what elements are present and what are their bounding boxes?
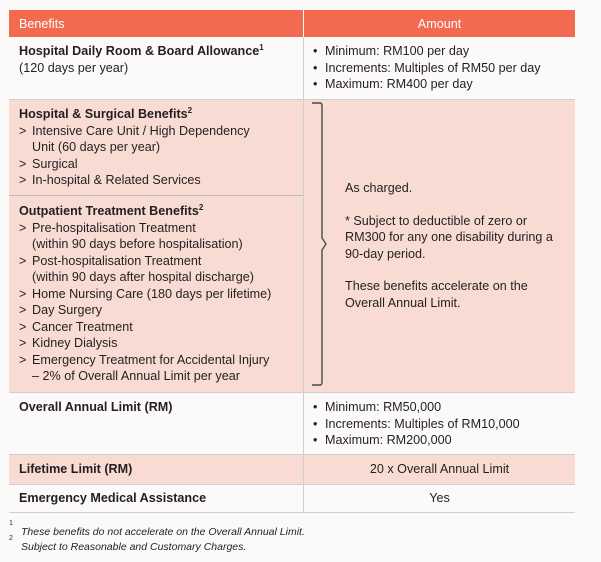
- list-item: [19, 236, 303, 253]
- indent: [19, 368, 32, 385]
- footnote-text: Subject to Reasonable and Customary Charges.: [21, 541, 247, 553]
- row-divider: [9, 99, 575, 100]
- deductible-note-line: RM300 for any one disability during a: [345, 230, 553, 244]
- lifetime-limit-amount: 20 x Overall Annual Limit: [369, 462, 510, 476]
- bullet: •: [313, 77, 318, 91]
- item-text: Home Nursing Care (180 days per lifetime): [32, 286, 272, 301]
- bullet: •: [313, 44, 318, 58]
- list-item: [19, 220, 303, 237]
- arrow-marker: >: [19, 156, 27, 171]
- list-item: [19, 319, 303, 336]
- list-item: [19, 269, 303, 286]
- column-divider: [303, 37, 304, 512]
- list-item: [19, 156, 303, 173]
- item-text: Emergency Treatment for Accidental Injury: [32, 352, 270, 367]
- arrow-marker: >: [19, 352, 27, 367]
- arrow-marker: >: [19, 286, 27, 301]
- header-benefits: [9, 10, 303, 37]
- annual-limit-amounts: [313, 399, 575, 449]
- deductible-note-line: * Subject to deductible of zero or: [345, 213, 528, 228]
- bullet: •: [313, 400, 318, 414]
- row-divider: [9, 512, 575, 513]
- outpatient-title: Outpatient Treatment Benefits: [19, 204, 199, 218]
- annual-limit-title: Overall Annual Limit (RM): [19, 400, 173, 414]
- amount-text: Increments: Multiples of RM50 per day: [325, 60, 541, 75]
- item-text: Post-hospitalisation Treatment: [32, 253, 202, 268]
- emergency-amount: Yes: [429, 491, 450, 505]
- list-item: [313, 416, 575, 433]
- list-item: [19, 302, 303, 319]
- spacer: [345, 262, 573, 278]
- indent: [19, 236, 32, 253]
- room-board-note: 1: [259, 42, 264, 52]
- indent: [19, 269, 32, 286]
- indent: [19, 139, 32, 156]
- item-text: (within 90 days before hospitalisation): [32, 237, 243, 251]
- list-item: [19, 286, 303, 303]
- bullet: •: [313, 416, 318, 431]
- list-item: [19, 335, 303, 352]
- list-item: [313, 76, 575, 93]
- row-divider: [9, 454, 575, 455]
- header-amount-label: Amount: [417, 17, 462, 31]
- outpatient-benefit: [19, 203, 303, 385]
- surgical-benefit: [19, 106, 303, 189]
- header-amount: [304, 10, 575, 37]
- outpatient-note: 2: [198, 202, 204, 212]
- item-text: Pre-hospitalisation Treatment: [32, 220, 196, 235]
- footnote-text: These benefits do not accelerate on the Overall Annual Limit.: [21, 526, 305, 538]
- amount-text: Maximum: RM400 per day: [325, 77, 473, 91]
- list-item: [19, 368, 303, 385]
- deductible-note-line: 90-day period.: [345, 246, 426, 261]
- room-board-title: Hospital Daily Room & Board Allowance: [19, 44, 260, 58]
- amount-text: Minimum: RM50,000: [325, 400, 442, 414]
- arrow-marker: >: [19, 220, 27, 235]
- arrow-marker: >: [19, 303, 27, 317]
- list-item: [19, 123, 303, 140]
- list-item: [313, 43, 575, 60]
- list-item: [313, 60, 575, 77]
- list-item: [19, 253, 303, 270]
- item-text: Intensive Care Unit / High Dependency: [32, 123, 250, 138]
- header-benefits-label: Benefits: [19, 17, 65, 31]
- accelerate-note-line: These benefits accelerate on the: [345, 279, 528, 293]
- list-item: [19, 172, 303, 189]
- bullet: •: [313, 433, 318, 447]
- arrow-marker: >: [19, 319, 27, 334]
- emergency-title: Emergency Medical Assistance: [19, 491, 207, 505]
- arrow-marker: >: [19, 336, 27, 350]
- amount-text: Minimum: RM100 per day: [325, 44, 470, 58]
- arrow-marker: >: [19, 173, 27, 187]
- accelerate-note-line: Overall Annual Limit.: [345, 295, 461, 310]
- row-divider: [9, 484, 575, 485]
- list-item: [313, 432, 575, 449]
- item-text: (within 90 days after hospital discharge): [32, 270, 254, 284]
- as-charged-line: As charged.: [345, 181, 413, 195]
- room-board-benefit: [19, 43, 303, 76]
- amount-text: Increments: Multiples of RM10,000: [325, 416, 520, 431]
- footnote-2: 2 Subject to Reasonable and Customary Charges.: [9, 535, 247, 553]
- lifetime-limit-title: Lifetime Limit (RM): [19, 462, 133, 476]
- item-text: Cancer Treatment: [32, 319, 133, 334]
- item-text: Kidney Dialysis: [32, 336, 118, 350]
- amount-text: Maximum: RM200,000: [325, 433, 452, 447]
- item-text: Unit (60 days per year): [32, 140, 161, 154]
- divider: [9, 195, 303, 196]
- list-item: [313, 399, 575, 416]
- room-board-sub: (120 days per year): [19, 60, 129, 75]
- room-board-amounts: [313, 43, 575, 93]
- surgical-note: 2: [187, 105, 193, 115]
- item-text: In-hospital & Related Services: [32, 173, 201, 187]
- as-charged-text: [345, 180, 573, 311]
- brace-icon: [308, 101, 328, 387]
- item-text: Surgical: [32, 156, 78, 171]
- item-text: Day Surgery: [32, 303, 102, 317]
- spacer: [345, 197, 573, 213]
- surgical-title: Hospital & Surgical Benefits: [19, 107, 188, 121]
- footnote-1: 1 These benefits do not accelerate on the Overall Annual Limit.: [9, 520, 305, 538]
- list-item: [19, 139, 303, 156]
- bullet: •: [313, 60, 318, 75]
- arrow-marker: >: [19, 123, 27, 138]
- row-divider: [9, 392, 575, 393]
- item-text: – 2% of Overall Annual Limit per year: [32, 369, 240, 383]
- list-item: [19, 352, 303, 369]
- arrow-marker: >: [19, 253, 27, 268]
